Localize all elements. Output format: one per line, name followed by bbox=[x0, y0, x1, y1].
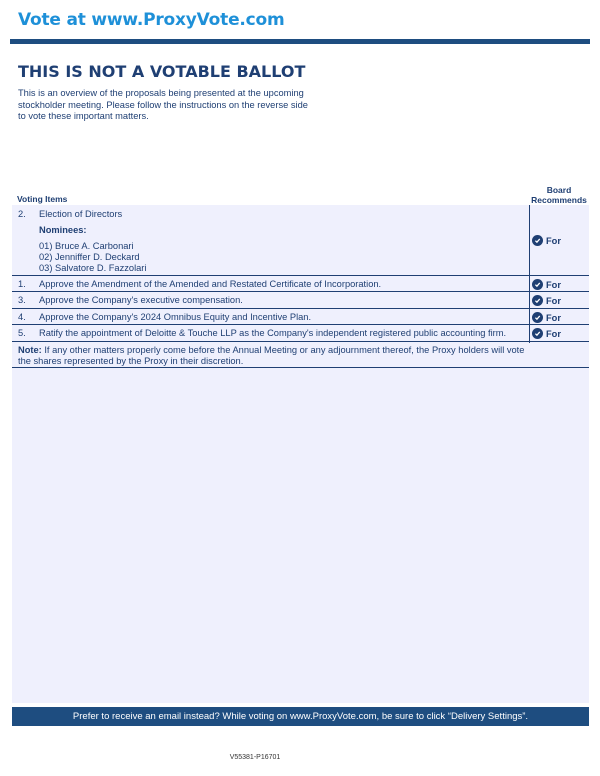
page-title: THIS IS NOT A VOTABLE BALLOT bbox=[18, 62, 306, 81]
nominees-label: Nominees: bbox=[39, 225, 87, 235]
intro-text: This is an overview of the proposals being presented at the upcoming stockholder meeting. Please follow the instructions on the reverse side to vote these important matters. bbox=[18, 88, 308, 121]
recommendation-label: For bbox=[546, 295, 561, 306]
note-label: Note: bbox=[18, 345, 42, 355]
voting-items-header: Voting Items bbox=[17, 194, 68, 204]
item-number: 5. bbox=[18, 328, 26, 338]
board-recommendation bbox=[532, 312, 561, 323]
proxyvote-header: Vote at www.ProxyVote.com bbox=[18, 10, 285, 30]
check-circle-icon bbox=[532, 279, 543, 290]
check-circle-icon bbox=[532, 295, 543, 306]
item-number: 1. bbox=[18, 279, 26, 289]
board-header-line2: Recommends bbox=[531, 195, 587, 205]
nominee: 02) Jenniffer D. Deckard bbox=[39, 252, 140, 262]
board-recommends-header bbox=[529, 185, 589, 205]
board-recommendation bbox=[532, 279, 561, 290]
board-recommendation bbox=[532, 328, 561, 339]
row-divider bbox=[12, 291, 589, 292]
column-divider bbox=[529, 205, 530, 343]
recommendation-label: For bbox=[546, 279, 561, 290]
item-text: Approve the Company's 2024 Omnibus Equity and Incentive Plan. bbox=[39, 312, 312, 322]
document-code: V55381-P16701 bbox=[229, 754, 281, 761]
item-text: Approve the Amendment of the Amended and Restated Certificate of Incorporation. bbox=[39, 279, 382, 289]
row-divider bbox=[12, 308, 589, 309]
row-divider bbox=[12, 275, 589, 276]
note-divider bbox=[12, 367, 589, 368]
board-recommendation bbox=[532, 295, 561, 306]
row-divider bbox=[12, 341, 589, 342]
check-circle-icon bbox=[532, 312, 543, 323]
check-circle-icon bbox=[532, 235, 543, 246]
header-rule bbox=[10, 39, 590, 44]
check-circle-icon bbox=[532, 328, 543, 339]
item-text: Election of Directors bbox=[39, 209, 123, 219]
item-number: 2. bbox=[18, 209, 26, 219]
board-recommendation bbox=[532, 235, 561, 246]
row-divider bbox=[12, 324, 589, 325]
recommendation-label: For bbox=[546, 328, 561, 339]
delivery-settings-banner: Prefer to receive an email instead? While voting on www.ProxyVote.com, be sure to click “Delivery Settings”. bbox=[12, 707, 589, 726]
item-text: Ratify the appointment of Deloitte & Touche LLP as the Company's independent registered public accounting firm. bbox=[39, 328, 507, 338]
note-text: If any other matters properly come before the Annual Meeting or any adjournment thereof, the Proxy holders will vote the shares represented by the Proxy in their discretion. bbox=[18, 345, 525, 366]
board-header-line1: Board bbox=[546, 185, 572, 195]
nominee: 03) Salvatore D. Fazzolari bbox=[39, 263, 147, 273]
item-number: 4. bbox=[18, 312, 26, 322]
note bbox=[18, 345, 528, 367]
item-number: 3. bbox=[18, 295, 26, 305]
recommendation-label: For bbox=[546, 235, 561, 246]
recommendation-label: For bbox=[546, 312, 561, 323]
item-text: Approve the Company's executive compensation. bbox=[39, 295, 243, 305]
nominee: 01) Bruce A. Carbonari bbox=[39, 241, 134, 251]
